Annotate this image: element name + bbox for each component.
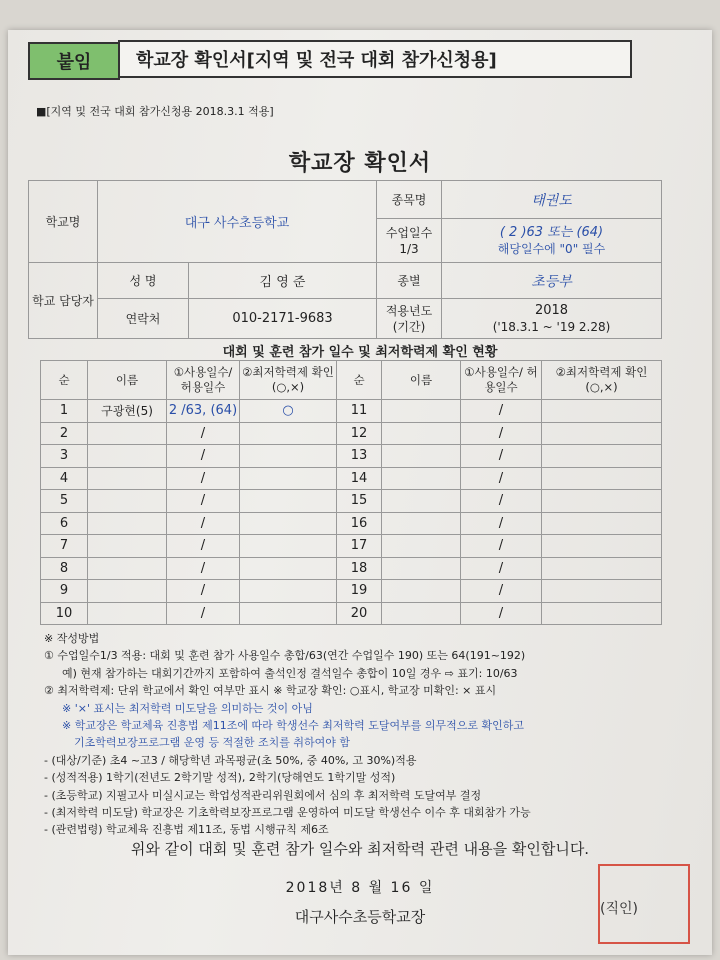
days-note: 해당일수에 "0" 필수 bbox=[497, 241, 606, 256]
row-days: / bbox=[461, 422, 542, 445]
row-check bbox=[542, 422, 662, 445]
instruction-line: 기초학력보장프로그램 운영 등 적절한 조치를 취하여야 함 bbox=[74, 736, 351, 750]
school-label: 학교명 bbox=[29, 181, 98, 263]
row-days: / bbox=[167, 512, 240, 535]
seal-label: (직인) bbox=[600, 901, 638, 917]
table-row bbox=[41, 445, 662, 468]
row-check bbox=[240, 445, 337, 468]
row-name bbox=[88, 602, 167, 625]
col-header-name-left: 이름 bbox=[88, 361, 167, 400]
row-name bbox=[382, 535, 461, 558]
row-days: / bbox=[461, 535, 542, 558]
table-row bbox=[41, 557, 662, 580]
row-days: / bbox=[461, 445, 542, 468]
section-title: 대회 및 훈련 참가 일수 및 최저학력제 확인 현황 bbox=[222, 345, 498, 360]
col-header-no-left: 순 bbox=[41, 361, 88, 400]
row-no: 1 bbox=[41, 400, 88, 423]
row-name bbox=[382, 467, 461, 490]
table-row bbox=[41, 490, 662, 513]
row-no: 14 bbox=[337, 467, 382, 490]
table-row bbox=[41, 400, 662, 423]
row-days: / bbox=[461, 557, 542, 580]
instruction-line: 예) 현재 참가하는 대회기간까지 포함하여 출석인정 결석일수 총합이 10일 경우 ⇨ 표기: 10/63 bbox=[62, 666, 518, 680]
contact-value: 010-2171-9683 bbox=[189, 299, 377, 339]
confirmation-text: 위와 같이 대회 및 훈련 참가 일수와 최저학력 관련 내용을 확인합니다. bbox=[130, 840, 590, 858]
row-name bbox=[382, 512, 461, 535]
row-no: 11 bbox=[337, 400, 382, 423]
row-no: 13 bbox=[337, 445, 382, 468]
name-value: 김 영 준 bbox=[189, 263, 377, 299]
row-no: 17 bbox=[337, 535, 382, 558]
event-label: 종목명 bbox=[377, 181, 442, 219]
row-name bbox=[88, 557, 167, 580]
row-check: ○ bbox=[240, 400, 337, 423]
row-days: / bbox=[167, 557, 240, 580]
instruction-line: ※ 작성방법 bbox=[44, 632, 100, 645]
date-text: 2018년 8 월 16 일 bbox=[285, 880, 435, 896]
instruction-line: - (관련법령) 학교체육 진흥법 제11조, 동법 시행규칙 제6조 bbox=[44, 823, 329, 837]
row-check bbox=[542, 580, 662, 603]
row-check bbox=[240, 557, 337, 580]
row-days: / bbox=[167, 422, 240, 445]
row-no: 9 bbox=[41, 580, 88, 603]
instruction-line: ① 수업일수1/3 적용: 대회 및 훈련 참가 사용일수 총합/63(연간 수업일수 190) 또는 64(191~192) bbox=[44, 649, 526, 663]
row-name bbox=[382, 557, 461, 580]
row-no: 19 bbox=[337, 580, 382, 603]
row-days: / bbox=[461, 580, 542, 603]
row-name bbox=[88, 490, 167, 513]
table-row bbox=[41, 512, 662, 535]
row-check bbox=[542, 445, 662, 468]
event-value: 태권도 bbox=[442, 181, 662, 219]
instruction-line: - (대상/기준) 초4 ~고3 / 해당학년 과목평균(초 50%, 중 40%, 고 30%)적용 bbox=[44, 753, 417, 767]
row-check bbox=[240, 490, 337, 513]
row-days: / bbox=[167, 467, 240, 490]
row-days: / bbox=[461, 467, 542, 490]
row-days: 2 /63, (64) bbox=[167, 400, 240, 423]
instruction-line: ※ '×' 표시는 최저학력 미도달을 의미하는 것이 아님 bbox=[62, 701, 313, 715]
row-days: / bbox=[167, 580, 240, 603]
row-no: 15 bbox=[337, 490, 382, 513]
row-name bbox=[382, 445, 461, 468]
year-label: 적용년도 (기간) bbox=[377, 299, 442, 339]
row-check bbox=[240, 512, 337, 535]
row-days: / bbox=[461, 602, 542, 625]
instruction-line: ② 최저학력제: 단위 학교에서 확인 여부만 표시 ※ 학교장 확인: ○표시, 학교장 미확인: × 표시 bbox=[44, 684, 497, 698]
row-name bbox=[88, 512, 167, 535]
period-value: ('18.3.1 ~ '19 2.28) bbox=[492, 319, 611, 334]
participation-table bbox=[40, 360, 662, 625]
row-no: 16 bbox=[337, 512, 382, 535]
row-days: / bbox=[167, 602, 240, 625]
table-row bbox=[41, 535, 662, 558]
row-name bbox=[88, 445, 167, 468]
row-check bbox=[542, 512, 662, 535]
row-no: 12 bbox=[337, 422, 382, 445]
row-days: / bbox=[461, 512, 542, 535]
row-check bbox=[240, 580, 337, 603]
document-header-title: 학교장 확인서[지역 및 전국 대회 참가신청용] bbox=[118, 40, 632, 78]
row-no: 2 bbox=[41, 422, 88, 445]
row-check bbox=[240, 535, 337, 558]
instruction-line: ※ 학교장은 학교체육 진흥법 제11조에 따라 학생선수 최저학력 도달여부를 의무적으로 확인하고 bbox=[62, 719, 524, 733]
instruction-line: - (성적적용) 1학기(전년도 2학기말 성적), 2학기(당해연도 1학기말 성적) bbox=[44, 771, 396, 785]
row-name bbox=[382, 602, 461, 625]
table-row bbox=[41, 602, 662, 625]
row-check bbox=[240, 467, 337, 490]
row-no: 8 bbox=[41, 557, 88, 580]
row-no: 7 bbox=[41, 535, 88, 558]
row-name bbox=[382, 580, 461, 603]
col-header-days-left: ①사용일수/ 허용일수 bbox=[167, 361, 240, 400]
row-no: 20 bbox=[337, 602, 382, 625]
instruction-line: - (초등학교) 지필고사 미실시교는 학업성적관리위원회에서 심의 후 최저학력 도달여부 결정 bbox=[44, 788, 482, 802]
row-name bbox=[88, 580, 167, 603]
row-days: / bbox=[167, 445, 240, 468]
days-label: 수업일수 1/3 bbox=[377, 219, 442, 263]
row-check bbox=[240, 422, 337, 445]
row-no: 6 bbox=[41, 512, 88, 535]
row-name: 구광현(5) bbox=[88, 400, 167, 423]
row-no: 18 bbox=[337, 557, 382, 580]
category-value: 초등부 bbox=[442, 263, 662, 299]
table-row bbox=[41, 422, 662, 445]
application-note: ■[지역 및 전국 대회 참가신청용 2018.3.1 적용] bbox=[36, 105, 274, 118]
row-name bbox=[88, 535, 167, 558]
instructions bbox=[44, 630, 684, 839]
row-check bbox=[542, 602, 662, 625]
col-header-name-right: 이름 bbox=[382, 361, 461, 400]
row-no: 5 bbox=[41, 490, 88, 513]
row-no: 4 bbox=[41, 467, 88, 490]
row-name bbox=[88, 467, 167, 490]
row-check bbox=[542, 557, 662, 580]
row-check bbox=[542, 490, 662, 513]
row-days: / bbox=[167, 490, 240, 513]
col-header-days-right: ①사용일수/ 허용일수 bbox=[461, 361, 542, 400]
col-header-check-right: ②최저학력제 확인(○,×) bbox=[542, 361, 662, 400]
row-check bbox=[542, 467, 662, 490]
table-row bbox=[41, 467, 662, 490]
row-name bbox=[88, 422, 167, 445]
row-name bbox=[382, 490, 461, 513]
attachment-tag: 붙임 bbox=[28, 42, 120, 80]
row-name bbox=[382, 400, 461, 423]
info-table bbox=[28, 180, 662, 339]
form-title: 학교장 확인서 bbox=[288, 151, 432, 176]
days-value: ( 2 )63 또는 (64) bbox=[499, 224, 604, 240]
row-days: / bbox=[461, 490, 542, 513]
row-check bbox=[542, 400, 662, 423]
col-header-no-right: 순 bbox=[337, 361, 382, 400]
year-value: 2018 bbox=[534, 302, 569, 318]
row-days: / bbox=[167, 535, 240, 558]
school-value: 대구 사수초등학교 bbox=[98, 181, 377, 263]
col-header-check-left: ②최저학력제 확인(○,×) bbox=[240, 361, 337, 400]
contact-label: 연락처 bbox=[98, 299, 189, 339]
row-check bbox=[240, 602, 337, 625]
instruction-line: - (최저학력 미도달) 학교장은 기초학력보장프로그램 운영하여 미도달 학생선수 이수 후 대회참가 가능 bbox=[44, 806, 531, 820]
category-label: 종별 bbox=[377, 263, 442, 299]
row-no: 3 bbox=[41, 445, 88, 468]
name-label: 성 명 bbox=[98, 263, 189, 299]
principal-name: 대구사수초등학교장 bbox=[294, 908, 426, 926]
table-row bbox=[41, 580, 662, 603]
row-check bbox=[542, 535, 662, 558]
row-days: / bbox=[461, 400, 542, 423]
row-name bbox=[382, 422, 461, 445]
row-no: 10 bbox=[41, 602, 88, 625]
person-label: 학교 담당자 bbox=[29, 263, 98, 339]
